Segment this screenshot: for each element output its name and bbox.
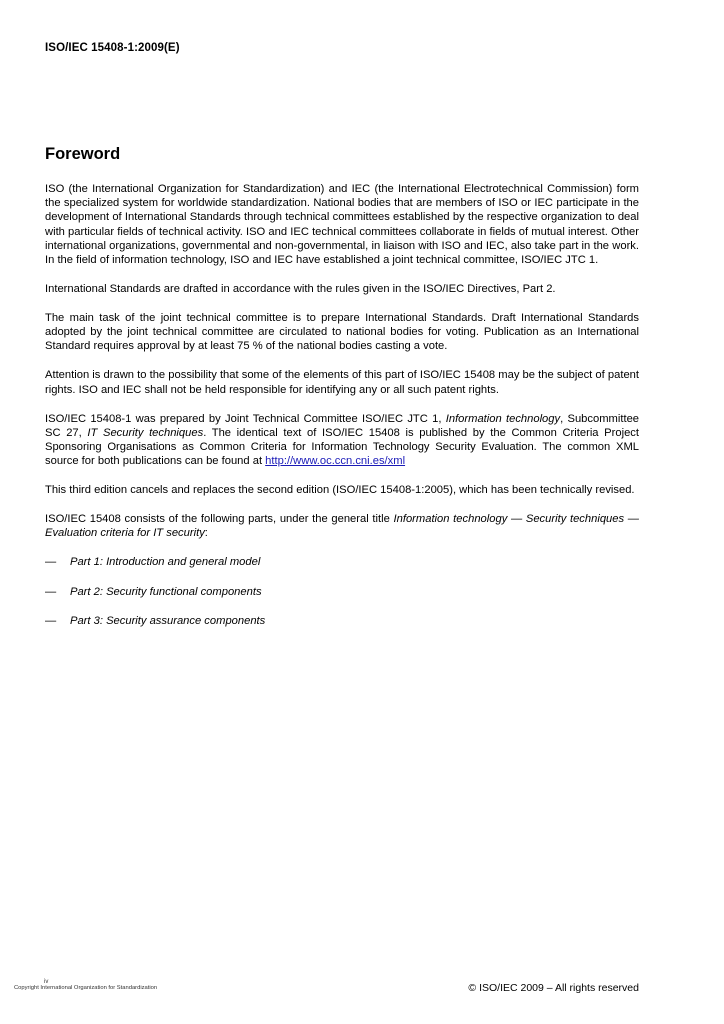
p5-italic-info-tech: Information technology [445,412,561,425]
p5-text-e: . The identical text of ISO/IEC 15408 is published by the Common Criteria Project Sponsoring Organisations as Common Criteria for Information Technology Security Evaluation. The common XML source for both publications can be found at [45,426,639,468]
page-title: Foreword [45,145,121,163]
paragraph-3: The main task of the joint technical committee is to prepare International Standards. Draft International Standards adopted by the joint technical committee are circulated to national bodies for voting. Publication as an International Standard requires approval by at least 75 % of the national bodies casting a vote. [45,312,639,353]
paragraph-7 [45,512,639,540]
p7-text-c: : [204,527,208,540]
p5-italic-security-techniques: IT Security techniques [87,426,204,439]
p7-italic-general-title: Information technology — Security techniques — Evaluation criteria for IT security [45,513,639,540]
paragraph-2: International Standards are drafted in accordance with the rules given in the ISO/IEC Directives, Part 2. [45,283,556,296]
paragraph-1: ISO (the International Organization for Standardization) and IEC (the International Electrotechnical Commission) form the specialized system for worldwide standardization. National bodies that are members of ISO or IEC participate in the development of International Standards through technical committees established by the respective organization to deal with particular fields of technical activity. ISO and IEC technical committees collaborate in fields of mutual interest. Other international organizations, governmental and non-governmental, in liaison with ISO and IEC, also take part in the work. In the field of information technology, ISO and IEC have established a joint technical committee, ISO/IEC JTC 1. [45,183,639,267]
paragraph-6: This third edition cancels and replaces the second edition (ISO/IEC 15408-1:2005), which has been technically revised. [45,484,635,497]
footer-copyright-right: © ISO/IEC 2009 – All rights reserved [468,982,639,994]
p5-text-a: ISO/IEC 15408-1 was prepared by Joint Technical Committee ISO/IEC JTC 1, [45,412,446,425]
page-number: iv [44,979,49,985]
list-item-text: Part 3: Security assurance components [70,615,266,628]
document-header: ISO/IEC 15408-1:2009(E) [45,42,180,54]
p5-text-c: , Subcommittee SC 27, [45,412,640,439]
dash-bullet: — [45,615,57,628]
list-item [45,614,639,628]
p7-text-a: ISO/IEC 15408 consists of the following parts, under the general title [45,513,394,526]
paragraph-5 [45,412,639,469]
paragraph-4: Attention is drawn to the possibility that some of the elements of this part of ISO/IEC 15408 may be the subject of patent rights. ISO and IEC shall not be held responsible for identifying any or all such patent rights. [45,369,639,396]
parts-list [45,555,639,628]
xml-source-link[interactable]: http://www.oc.ccn.cni.es/xml [265,455,406,468]
list-item [45,585,639,599]
document-body [45,182,639,644]
footer-copyright-left: Copyright International Organization for Standardization [14,985,158,991]
list-item-text: Part 1: Introduction and general model [70,556,261,569]
list-item [45,555,639,569]
dash-bullet: — [45,585,57,598]
list-item-text: Part 2: Security functional components [70,585,262,598]
dash-bullet: — [45,556,57,569]
